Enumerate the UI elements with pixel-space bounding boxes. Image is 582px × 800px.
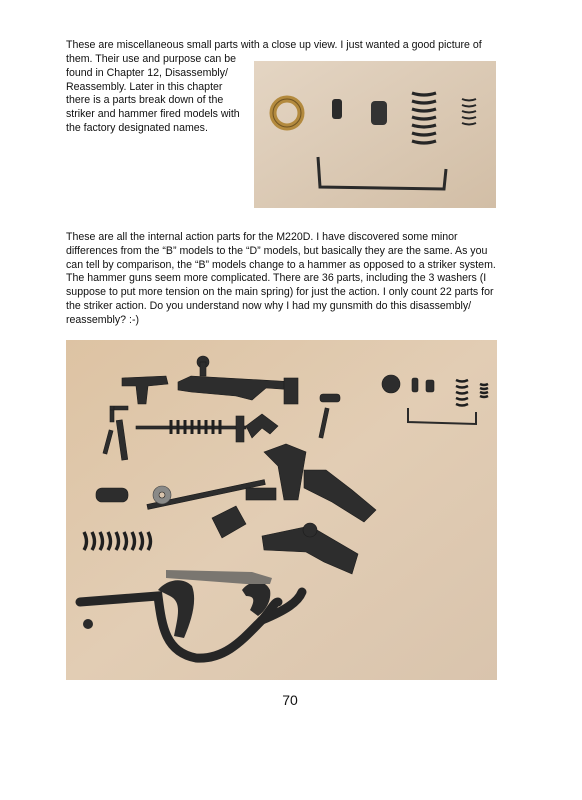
- page-number: 70: [282, 692, 298, 708]
- text-line: Reassembly. Later in this chapter: [66, 80, 223, 93]
- text-line: there is a parts break down of the: [66, 94, 224, 107]
- action-parts-paragraph: [66, 231, 522, 328]
- text-line: The hammer guns seem more complicated. There are 36 parts, including the 3 washers (I: [66, 272, 487, 285]
- text-line: These are miscellaneous small parts with a close up view. I just wanted a good picture of: [66, 39, 482, 51]
- small-parts-photo: [254, 61, 496, 208]
- text-line: These are all the internal action parts for the M220D. I have discovered some minor: [66, 231, 458, 243]
- action-parts-photo: [66, 340, 497, 680]
- text-line: suppose to put more tension on the main spring) for just the action. I only count 22 parts for: [66, 286, 494, 299]
- text-line: the factory designated names.: [66, 121, 208, 134]
- text-line: found in Chapter 12, Disassembly/: [66, 66, 228, 79]
- intro-first-line: [66, 39, 506, 53]
- text-line: the striker action. Do you understand now why I had my gunsmith do this disassembly/: [66, 299, 472, 312]
- text-line: differences from the “B” models to the “D” models, but basically they are the same. As you: [66, 244, 488, 257]
- text-line: striker and hammer fired models with: [66, 108, 240, 121]
- text-line: reassembly? :-): [66, 313, 139, 326]
- text-line: can tell by comparison, the “B” models change to a hammer as opposed to a striker system.: [66, 258, 496, 271]
- text-line: them. Their use and purpose can be: [66, 53, 237, 65]
- intro-paragraph: [66, 53, 256, 136]
